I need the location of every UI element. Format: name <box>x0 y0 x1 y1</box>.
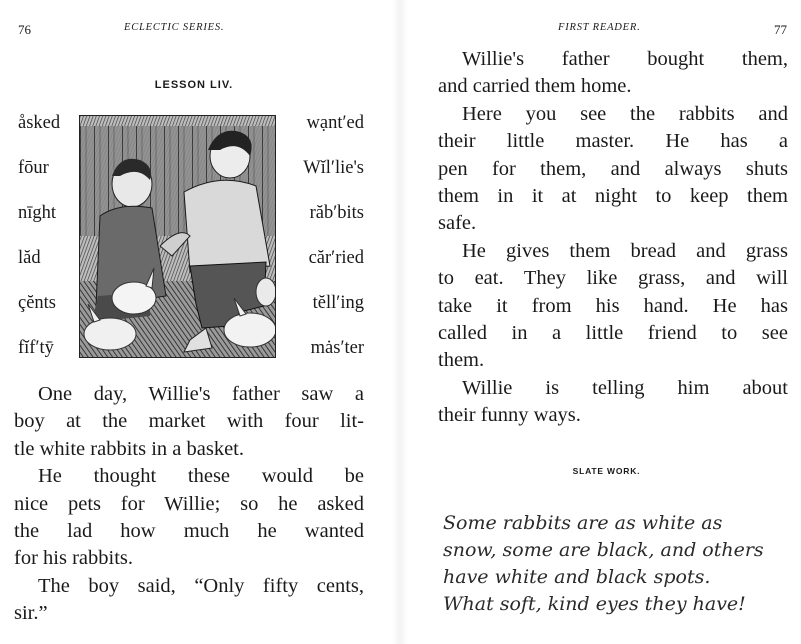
running-head-right: FIRST READER. <box>558 22 641 33</box>
text-line: One day, Willie's father saw a <box>38 383 364 405</box>
text-line: tle white rabbits in a basket. <box>14 437 244 460</box>
text-line: He thought these would be <box>38 465 364 488</box>
text-line: safe. <box>438 212 477 235</box>
script-line: have white and black spots. <box>443 566 711 588</box>
paragraph <box>438 101 788 238</box>
page-number-right: 77 <box>774 22 787 37</box>
text-line: He gives them bread and grass <box>462 239 788 262</box>
paragraph <box>14 573 364 628</box>
vocab-word: fĭf′tȳ <box>18 338 54 358</box>
text-line: nice pets for Willie; so he asked <box>14 492 364 515</box>
text-line: take it from his hand. He has <box>438 294 788 317</box>
lesson-title: LESSON LIV. <box>154 79 234 91</box>
paragraph <box>438 46 788 101</box>
vocab-word: nīght <box>18 203 57 223</box>
text-line: them. <box>438 349 485 372</box>
text-line: and carried them home. <box>438 75 632 98</box>
paragraph <box>14 381 364 463</box>
text-line: their funny ways. <box>438 404 581 427</box>
script-line: snow, some are black, and others <box>443 539 764 561</box>
paragraph <box>438 375 788 430</box>
text-line: Willie is telling him about <box>462 376 788 399</box>
left-page <box>0 0 388 644</box>
vocab-word: çĕnts <box>18 293 57 313</box>
text-line: Willie's father bought them, <box>462 48 788 70</box>
vocab-word: răb′bits <box>309 203 364 223</box>
rabbits-engraving-illustration <box>79 115 276 358</box>
script-line: What soft, kind eyes they have! <box>443 593 746 615</box>
page-number-left: 76 <box>18 22 31 37</box>
text-line: for his rabbits. <box>14 547 133 570</box>
paragraph <box>14 463 364 573</box>
text-line: The boy said, “Only fifty cents, <box>38 574 364 597</box>
story-text-right <box>438 46 788 430</box>
vocab-word: åsked <box>18 113 61 133</box>
vocab-word: mȧs′ter <box>310 338 364 358</box>
vocab-list-left <box>18 108 82 378</box>
text-line: Here you see the rabbits and <box>462 102 788 125</box>
text-line: the lad how much he wanted <box>14 520 364 543</box>
text-line: called in a little friend to see <box>438 322 788 345</box>
text-line: pen for them, and always shuts <box>438 157 788 180</box>
vocab-word: fōur <box>18 158 49 178</box>
slate-work-script <box>443 510 788 618</box>
text-line: them in it at night to keep them <box>438 185 788 208</box>
vocab-word: tĕll′ing <box>312 293 364 313</box>
vocab-word: căr′ried <box>308 248 364 268</box>
vocab-word: wạnt′ed <box>306 113 364 133</box>
script-line: Some rabbits are as white as <box>443 512 723 534</box>
vocab-word: lăd <box>18 248 41 268</box>
paragraph <box>438 238 788 375</box>
vocab-word: Wĭl′lie's <box>303 158 364 178</box>
vocab-list-right <box>270 108 364 378</box>
book-gutter <box>392 0 408 644</box>
story-text-left <box>14 381 364 628</box>
text-line: boy at the market with four lit- <box>14 410 364 433</box>
running-head-left: ECLECTIC SERIES. <box>124 22 225 33</box>
text-line: to eat. They like grass, and will <box>438 267 788 290</box>
text-line: sir.” <box>14 602 48 625</box>
slate-work-title: SLATE WORK. <box>572 466 641 476</box>
text-line: their little master. He has a <box>438 130 788 153</box>
